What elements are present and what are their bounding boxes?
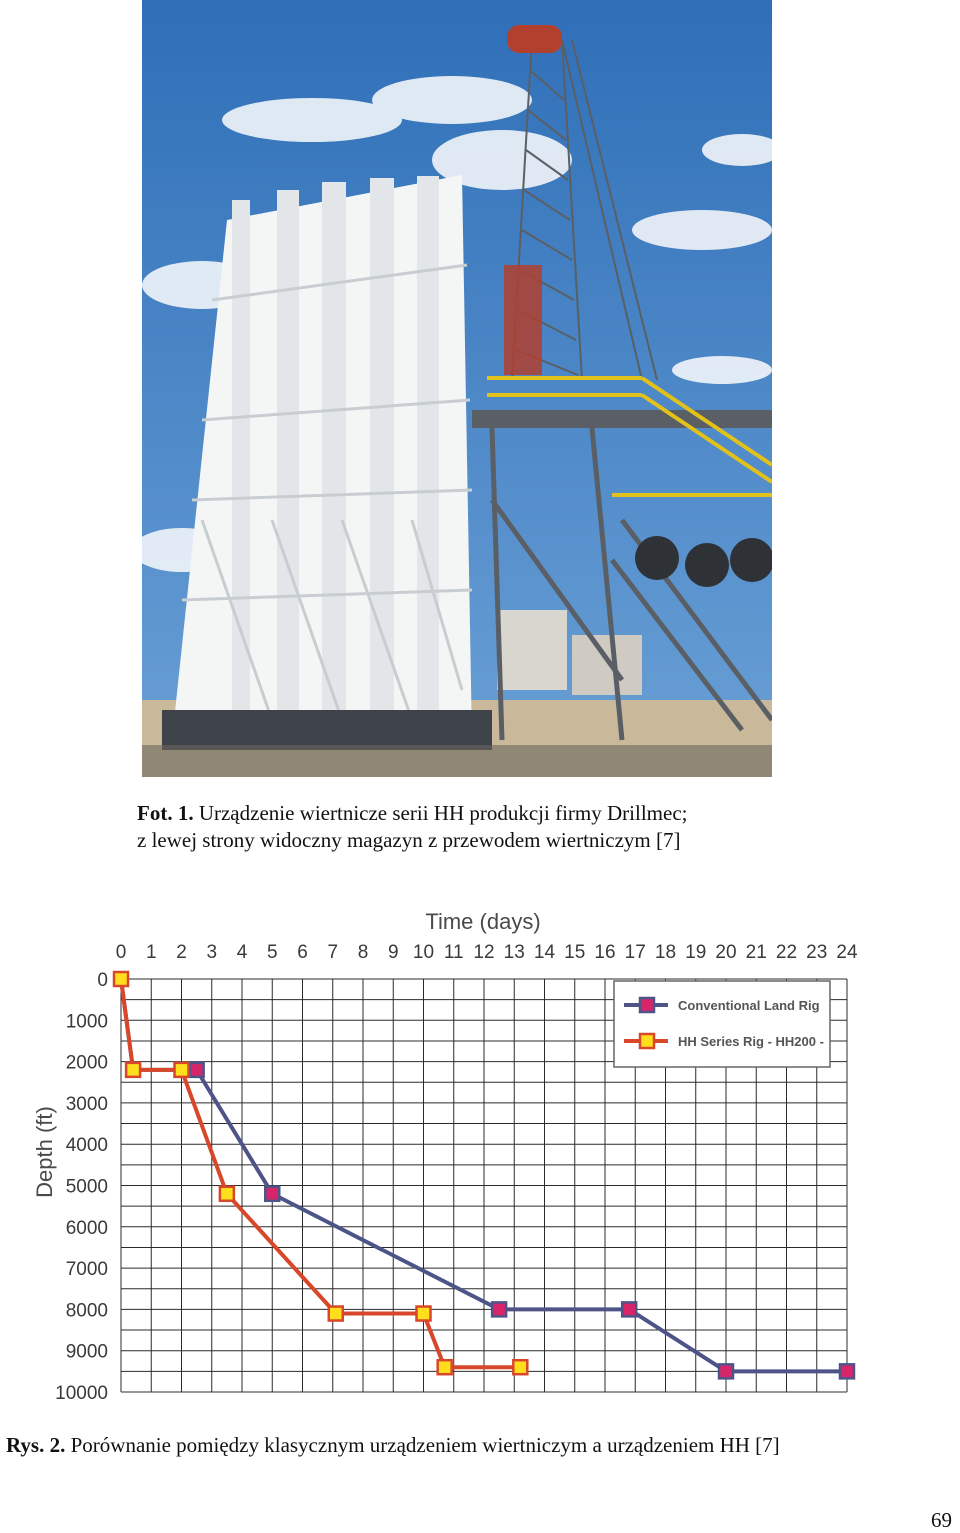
y-tick-label: 0 [97, 970, 108, 991]
chart-title: Time (days) [425, 909, 541, 934]
data-point [840, 1364, 854, 1378]
chart-legend [614, 981, 830, 1067]
crown-block [507, 25, 562, 53]
data-point [719, 1364, 733, 1378]
data-point [329, 1307, 343, 1321]
legend-swatch-marker [640, 1034, 654, 1048]
x-tick-label: 20 [715, 942, 737, 963]
figure-caption-text: Porównanie pomiędzy klasycznym urządzeniem wiertniczym a urządzeniem HH [7] [70, 1433, 780, 1457]
x-tick-label: 0 [115, 942, 127, 963]
data-point [126, 1063, 140, 1077]
background-building [497, 610, 567, 690]
y-tick-label: 4000 [65, 1135, 108, 1157]
x-tick-label: 8 [357, 942, 369, 963]
photo-caption-line2: z lewej strony widoczny magazyn z przewodem wiertniczym [7] [137, 828, 681, 852]
data-point [265, 1187, 279, 1201]
x-tick-label: 16 [594, 942, 616, 963]
y-tick-label: 2000 [65, 1052, 108, 1074]
y-tick-label: 7000 [65, 1259, 108, 1281]
x-tick-label: 14 [533, 942, 556, 963]
legend-swatch-marker [640, 998, 654, 1012]
photo-caption [137, 800, 687, 854]
x-tick-label: 9 [387, 942, 399, 963]
y-tick-label: 5000 [65, 1176, 108, 1198]
x-tick-label: 1 [145, 942, 157, 963]
page-number: 69 [931, 1508, 952, 1532]
data-point [114, 972, 128, 986]
y-tick-label: 9000 [65, 1341, 108, 1363]
figure-caption [6, 1432, 780, 1459]
figure-caption-label: Rys. 2. [6, 1433, 66, 1457]
data-point [220, 1187, 234, 1201]
trailer-wheels [635, 536, 772, 587]
x-tick-label: 5 [266, 942, 278, 963]
x-tick-label: 13 [503, 942, 525, 963]
photo-caption-label: Fot. 1. [137, 801, 194, 825]
drilling-rig-photo [142, 0, 772, 777]
x-tick-label: 6 [297, 942, 308, 963]
legend-box [614, 981, 830, 1067]
x-tick-label: 12 [473, 942, 495, 963]
depth-time-chart [0, 895, 960, 1415]
y-tick-label: 1000 [65, 1011, 108, 1033]
data-point [622, 1302, 636, 1316]
x-tick-label: 17 [624, 942, 646, 963]
x-tick-label: 23 [806, 942, 828, 963]
y-tick-label: 6000 [65, 1217, 108, 1239]
y-axis-label: Depth (ft) [32, 1106, 57, 1198]
y-tick-label: 8000 [65, 1300, 108, 1322]
legend-label: HH Series Rig - HH200 - [678, 1034, 824, 1049]
x-tick-label: 3 [206, 942, 218, 963]
x-tick-label: 11 [443, 942, 464, 963]
x-tick-label: 22 [775, 942, 798, 963]
data-point [175, 1063, 189, 1077]
drill-floor [472, 410, 772, 428]
x-tick-label: 21 [745, 942, 767, 963]
series-1 [114, 972, 527, 1374]
y-tick-labels [55, 970, 108, 1404]
top-drive [504, 265, 542, 375]
x-tick-label: 7 [327, 942, 339, 963]
photo-caption-text: Urządzenie wiertnicze serii HH produkcji firmy Drillmec; [198, 801, 688, 825]
drilling-rig-illustration [142, 0, 772, 777]
data-point [492, 1302, 506, 1316]
data-point [190, 1063, 204, 1077]
data-point [513, 1360, 527, 1374]
legend-label: Conventional Land Rig [678, 998, 820, 1013]
x-tick-label: 2 [176, 942, 187, 963]
photo-caption-line1 [137, 800, 687, 827]
y-tick-label: 3000 [65, 1093, 108, 1115]
x-tick-label: 15 [564, 942, 586, 963]
data-point [417, 1307, 431, 1321]
x-tick-label: 4 [236, 942, 248, 963]
x-tick-label: 18 [654, 942, 677, 963]
data-point [438, 1360, 452, 1374]
x-tick-label: 19 [685, 942, 707, 963]
y-tick-label: 10000 [55, 1383, 108, 1404]
x-tick-label: 24 [836, 942, 858, 963]
x-tick-label: 10 [412, 942, 435, 963]
x-tick-labels [116, 942, 858, 963]
